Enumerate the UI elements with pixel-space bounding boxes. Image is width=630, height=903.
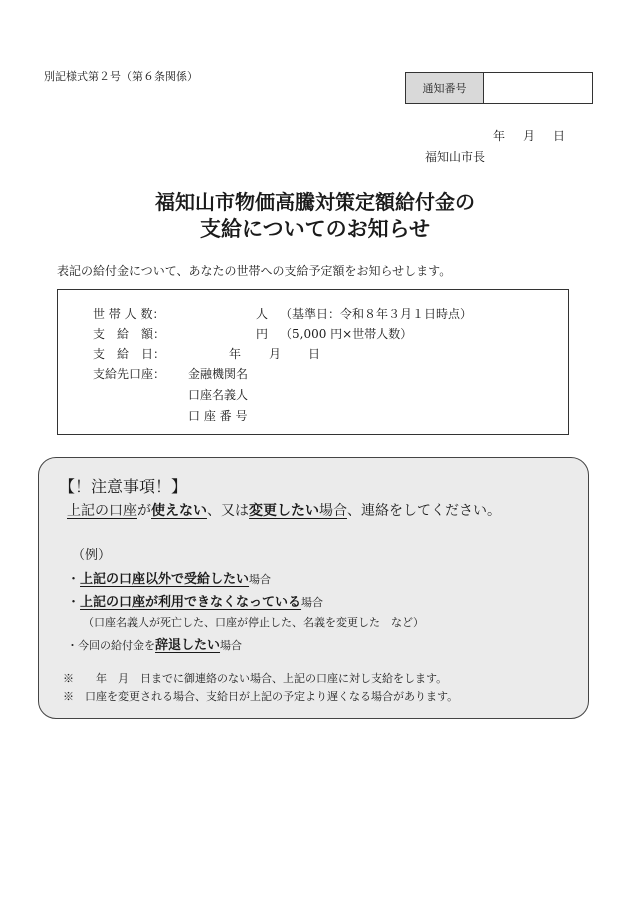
amount-note: （5,000 円×世帯人数） <box>280 327 413 341</box>
members-note: （基準日：令和８年３月１日時点） <box>280 307 473 321</box>
lead-unusable: 使えない <box>151 503 207 519</box>
lead-ga: が <box>137 503 151 519</box>
members-label: 世 帯 人 数： <box>93 307 165 321</box>
lead-contact: 、連絡をしてください。 <box>347 503 501 519</box>
example-3 <box>67 634 242 653</box>
benefit-info-box <box>57 289 569 435</box>
intro-text: 表記の給付金について、あなたの世帯への支給予定額をお知らせします。 <box>57 264 452 278</box>
example-2 <box>67 591 323 610</box>
lead-case: 場合 <box>319 503 347 519</box>
members-unit: 人 <box>256 307 269 321</box>
issuer: 福知山市長 <box>425 150 486 164</box>
bank-name-label: 金融機関名 <box>188 367 249 381</box>
notice-number-box <box>405 72 593 104</box>
account-number-label: 口 座 番 号 <box>188 409 248 423</box>
payment-day: 日 <box>308 347 321 361</box>
lead-or: 、又は <box>207 503 249 519</box>
amount-unit: 円 <box>256 327 269 341</box>
issue-year: 年 <box>493 129 506 143</box>
title-line-1: 福知山市物価高騰対策定額給付金の <box>155 190 475 214</box>
lead-change: 変更したい <box>249 503 319 519</box>
account-label: 支給先口座： <box>93 367 166 381</box>
lead-account: 上記の口座 <box>67 503 137 519</box>
notice-number-label: 通知番号 <box>406 73 484 103</box>
footnote-1: ※ 年 月 日までに御連絡のない場合、上記の口座に対し支給をします。 <box>63 672 448 685</box>
payment-year: 年 <box>229 347 242 361</box>
notice-number-value <box>484 73 592 103</box>
ex3-bold: 辞退したい <box>155 638 221 653</box>
ex3-prefix: ・今回の給付金を <box>67 639 155 652</box>
holder-name-label: 口座名義人 <box>188 388 249 402</box>
example-heading: （例） <box>72 548 112 563</box>
amount-label: 支 給 額： <box>93 327 166 341</box>
ex2-prefix: ・ <box>67 595 81 610</box>
ex1-prefix: ・ <box>67 572 81 587</box>
ex1-bold: 上記の口座以外で受給したい <box>80 572 250 587</box>
payment-date-label: 支 給 日： <box>93 347 166 361</box>
payment-month: 月 <box>269 347 282 361</box>
issue-date <box>493 127 565 144</box>
ex3-suffix: 場合 <box>220 639 243 652</box>
ex1-suffix: 場合 <box>249 573 272 586</box>
footnote-2: ※ 口座を変更される場合、支給日が上記の予定より遅くなる場合があります。 <box>63 690 459 703</box>
title-line-2: 支給についてのお知らせ <box>200 216 430 241</box>
issue-day: 日 <box>553 129 566 143</box>
issue-month: 月 <box>523 129 536 143</box>
caution-title: 【！注意事項！】 <box>59 477 188 496</box>
form-id: 別記様式第２号（第６条関係） <box>44 70 198 83</box>
example-1 <box>67 568 271 587</box>
caution-box <box>38 457 589 719</box>
ex2-bold: 上記の口座が利用できなくなっている <box>80 595 302 610</box>
caution-lead <box>67 500 501 520</box>
ex2-suffix: 場合 <box>301 596 324 609</box>
example-2-note: （口座名義人が死亡した、口座が停止した、名義を変更した など） <box>83 616 424 629</box>
